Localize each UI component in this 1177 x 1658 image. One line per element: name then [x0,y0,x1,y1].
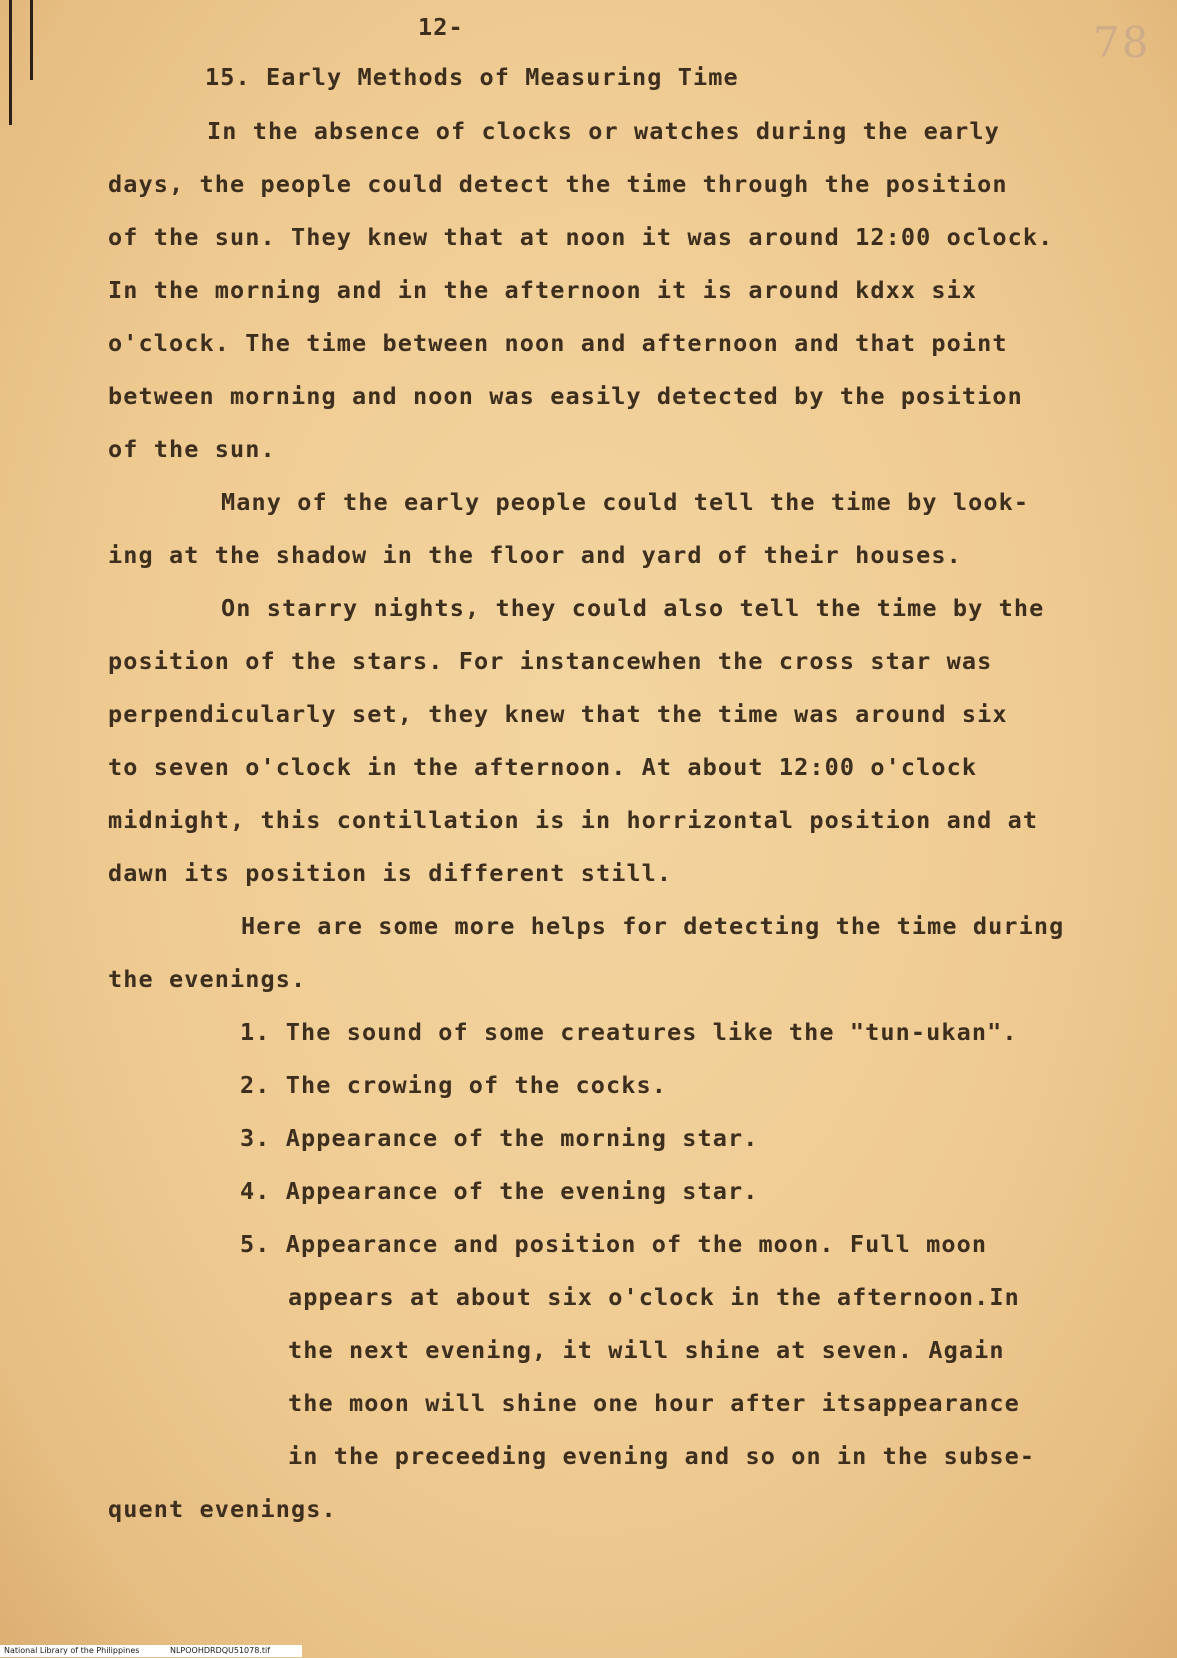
text-line: midnight, this contillation is in horrizontal position and at [108,806,1039,834]
text-line: In the morning and in the afternoon it is around kdxx six [108,276,978,304]
list-item-continuation: the next evening, it will shine at seven. Again [288,1336,1005,1364]
section-title: 15. Early Methods of Measuring Time [205,63,739,91]
text-line: o'clock. The time between noon and afternoon and that point [108,329,1008,357]
list-item: 4. Appearance of the evening star. [240,1177,759,1205]
page-number: 12- [418,13,464,41]
text-line: ing at the shadow in the floor and yard of their houses. [108,541,962,569]
text-line: the evenings. [108,965,307,993]
text-line: of the sun. [108,435,276,463]
text-line: to seven o'clock in the afternoon. At about 12:00 o'clock [108,753,978,781]
list-item: 3. Appearance of the morning star. [240,1124,759,1152]
text-line: In the absence of clocks or watches during the early [207,117,1000,145]
list-item: 2. The crowing of the cocks. [240,1071,667,1099]
list-item: 1. The sound of some creatures like the "tun-ukan". [240,1018,1018,1046]
text-line: between morning and noon was easily detected by the position [108,382,1023,410]
list-item-continuation: the moon will shine one hour after itsappearance [288,1389,1020,1417]
scan-edge-marks [0,0,40,140]
list-item: 5. Appearance and position of the moon. Full moon [240,1230,988,1258]
text-line: of the sun. They knew that at noon it was around 12:00 oclock. [108,223,1054,251]
text-line: position of the stars. For instancewhen the cross star was [108,647,993,675]
text-line: dawn its position is different still. [108,859,673,887]
text-line: Many of the early people could tell the time by look- [221,488,1030,516]
text-line: quent evenings. [108,1495,337,1523]
list-item-continuation: appears at about six o'clock in the afternoon.In [288,1283,1020,1311]
footer-file-id: NLPOOHDRDQU51078.tif [169,1646,271,1655]
archive-stamp-number: 78 [1093,18,1151,67]
text-line: On starry nights, they could also tell the time by the [221,594,1045,622]
scan-footer [0,1645,302,1657]
footer-library: National Library of the Philippines [4,1646,140,1655]
text-line: perpendicularly set, they knew that the time was around six [108,700,1008,728]
text-line: Here are some more helps for detecting the time during [241,912,1065,940]
list-item-continuation: in the preceeding evening and so on in the subse- [288,1442,1036,1470]
text-line: days, the people could detect the time through the position [108,170,1008,198]
